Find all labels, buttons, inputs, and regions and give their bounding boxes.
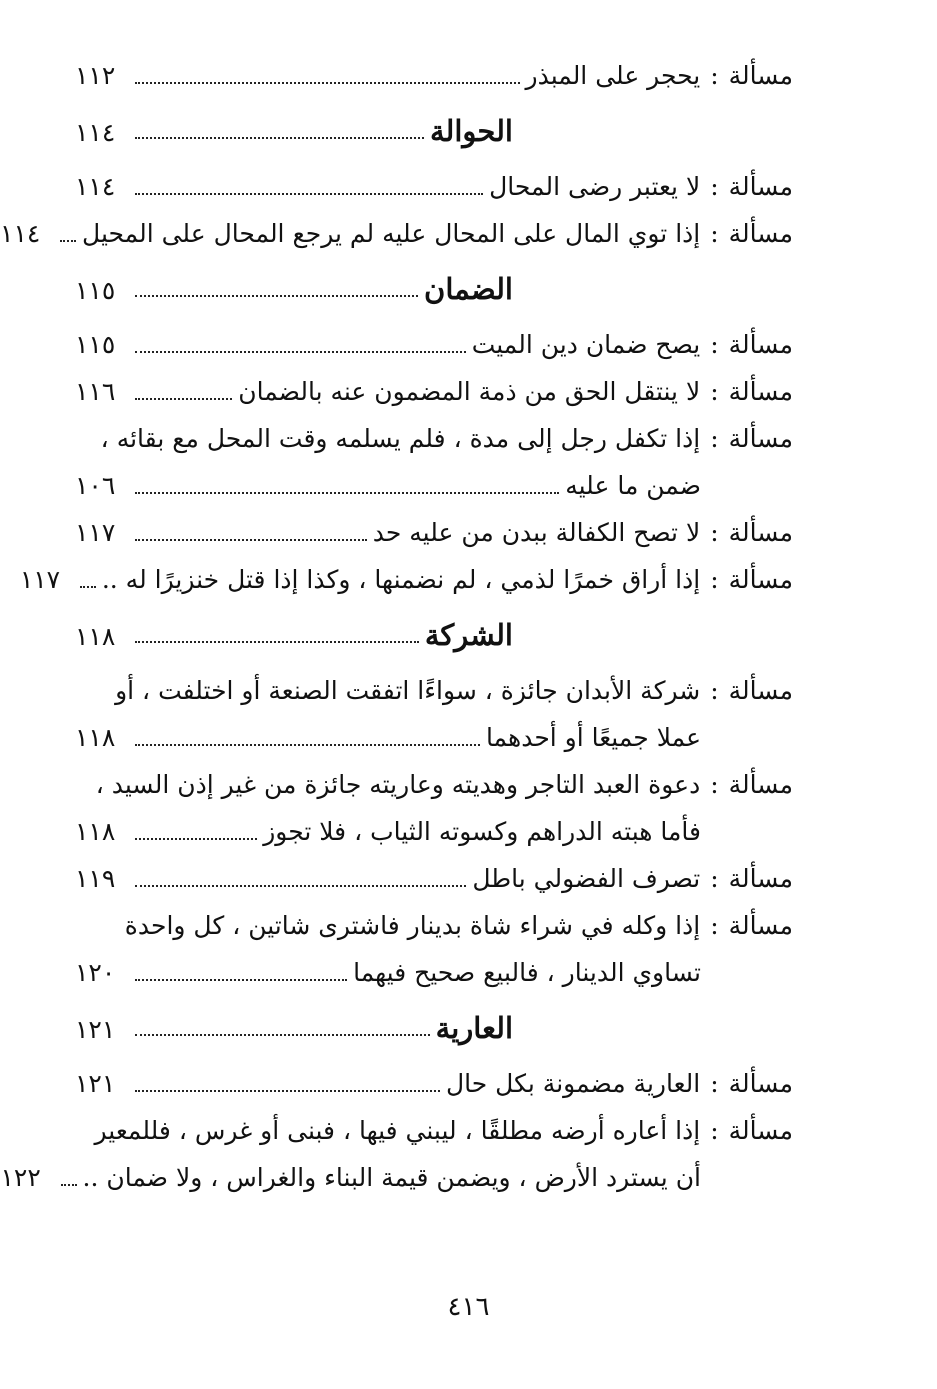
entry-page-number: ١٢١ [75,1069,116,1098]
entry-label: مسألة [728,676,793,705]
dot-leader [135,883,466,887]
entry-separator: : [710,565,719,594]
dot-leader [61,1182,77,1186]
entry-label: مسألة [728,330,793,359]
toc-entry-row [75,321,793,368]
entry-text: إذا توي المال على المحال عليه لم يرجع المحال على المحيل [82,219,701,248]
dot-leader [135,836,257,840]
entry-label: مسألة [728,864,793,893]
entry-separator: : [710,1069,719,1098]
dot-leader [60,238,76,242]
entry-page-number: ١١٤ [75,172,116,201]
toc-entry-row [0,1154,793,1201]
dot-leader [135,80,520,84]
entry-text: لا ينتقل الحق من ذمة المضمون عنه بالضمان [238,377,701,406]
toc-entry-row [19,556,793,603]
toc-entry-row [75,368,793,415]
toc-entry-row [75,949,793,996]
entry-text: إذا أعاره أرضه مطلقًا ، ليبني فيها ، فبنى أو غرس ، فللمعير [94,1116,701,1145]
entry-page-number: ١١٦ [75,377,116,406]
entry-page-number: ١١٨ [75,817,116,846]
entry-label: مسألة [728,565,793,594]
entry-text: لا تصح الكفالة ببدن من عليه حد [372,518,701,547]
entry-separator: : [710,61,719,90]
entry-separator: : [710,518,719,547]
toc-entry-row [75,902,793,949]
section-heading-row [75,257,793,321]
entry-text: دعوة العبد التاجر وهديته وعاريته جائزة من غير إذن السيد ، [95,770,701,799]
entry-text: فأما هبته الدراهم وكسوته الثياب ، فلا تجوز [263,817,701,846]
entry-page-number: ١١٧ [19,565,61,594]
toc-entry-row [75,667,793,714]
entry-label: مسألة [728,219,793,248]
toc-entry-row [0,210,793,257]
toc-entry-row [75,1107,793,1154]
entry-text: إذا وكله في شراء شاة بدينار فاشترى شاتين ، كل واحدة [124,911,701,940]
entry-label: مسألة [728,518,793,547]
entry-page-number: ١١٢ [75,61,116,90]
dot-leader [135,639,419,643]
entry-text: إذا أراق خمرًا لذمي ، لم نضمنها ، وكذا إذا قتل خنزيرًا له .. [101,565,701,594]
dot-leader [135,537,367,541]
dot-leader [135,1032,430,1036]
table-of-contents [0,52,793,1201]
dot-leader [135,977,347,981]
entry-separator: : [710,330,719,359]
dot-leader [135,1088,440,1092]
section-title: الضمان [424,272,513,306]
entry-label: مسألة [728,377,793,406]
entry-label: مسألة [728,61,793,90]
page-number: ٤١٦ [447,1292,490,1322]
entry-separator: : [710,676,719,705]
toc-entry-row [75,1060,793,1107]
entry-page-number: ١٢١ [75,1015,116,1044]
entry-label: مسألة [728,911,793,940]
toc-entry-row [75,509,793,556]
entry-separator: : [710,424,719,453]
entry-label: مسألة [728,770,793,799]
entry-separator: : [710,377,719,406]
toc-entry-row [75,415,793,462]
entry-page-number: ١١٤ [75,118,116,147]
entry-text: إذا تكفل رجل إلى مدة ، فلم يسلمه وقت المحل مع بقائه ، [100,424,701,453]
toc-entry-row [75,808,793,855]
entry-label: مسألة [728,1069,793,1098]
entry-separator: : [710,1116,719,1145]
dot-leader [135,135,424,139]
section-title: الشركة [424,618,513,652]
section-heading-row [75,996,793,1060]
entry-text: يحجر على المبذر [525,61,701,90]
section-title: الحوالة [429,114,513,148]
entry-separator: : [710,770,719,799]
entry-text: ضمن ما عليه [565,471,701,500]
toc-entry-row [75,462,793,509]
entry-page-number: ١١٤ [0,219,41,248]
dot-leader [135,349,466,353]
entry-page-number: ١١٨ [75,723,116,752]
entry-text: أن يسترد الأرض ، ويضمن قيمة البناء والغراس ، ولا ضمان .. [82,1163,701,1192]
entry-text: يصح ضمان دين الميت [471,330,701,359]
entry-text: العارية مضمونة بكل حال [445,1069,701,1098]
entry-page-number: ١١٥ [75,330,116,359]
entry-separator: : [710,864,719,893]
entry-text: عملا جميعًا أو أحدهما [485,723,701,752]
dot-leader [80,584,96,588]
entry-separator: : [710,911,719,940]
entry-text: تصرف الفضولي باطل [472,864,701,893]
entry-separator: : [710,172,719,201]
entry-label: مسألة [728,424,793,453]
dot-leader [135,191,483,195]
entry-label: مسألة [728,172,793,201]
toc-entry-row [75,52,793,99]
section-heading-row [75,99,793,163]
toc-entry-row [75,761,793,808]
entry-page-number: ١١٥ [75,276,116,305]
entry-text: لا يعتبر رضى المحال [489,172,701,201]
toc-entry-row [75,714,793,761]
entry-page-number: ١٢٢ [0,1163,41,1192]
entry-text: تساوي الدينار ، فالبيع صحيح فيهما [353,958,701,987]
section-title: العارية [435,1011,513,1045]
entry-page-number: ١٢٠ [75,958,116,987]
entry-page-number: ١١٩ [75,864,116,893]
entry-label: مسألة [728,1116,793,1145]
dot-leader [135,396,232,400]
dot-leader [135,490,559,494]
dot-leader [135,293,418,297]
entry-text: شركة الأبدان جائزة ، سواءًا اتفقت الصنعة أو اختلفت ، أو [115,676,701,705]
entry-separator: : [710,219,719,248]
dot-leader [135,742,480,746]
toc-entry-row [75,163,793,210]
section-heading-row [75,603,793,667]
entry-page-number: ١١٧ [75,518,116,547]
entry-page-number: ١٠٦ [75,471,116,500]
entry-page-number: ١١٨ [75,622,116,651]
toc-entry-row [75,855,793,902]
